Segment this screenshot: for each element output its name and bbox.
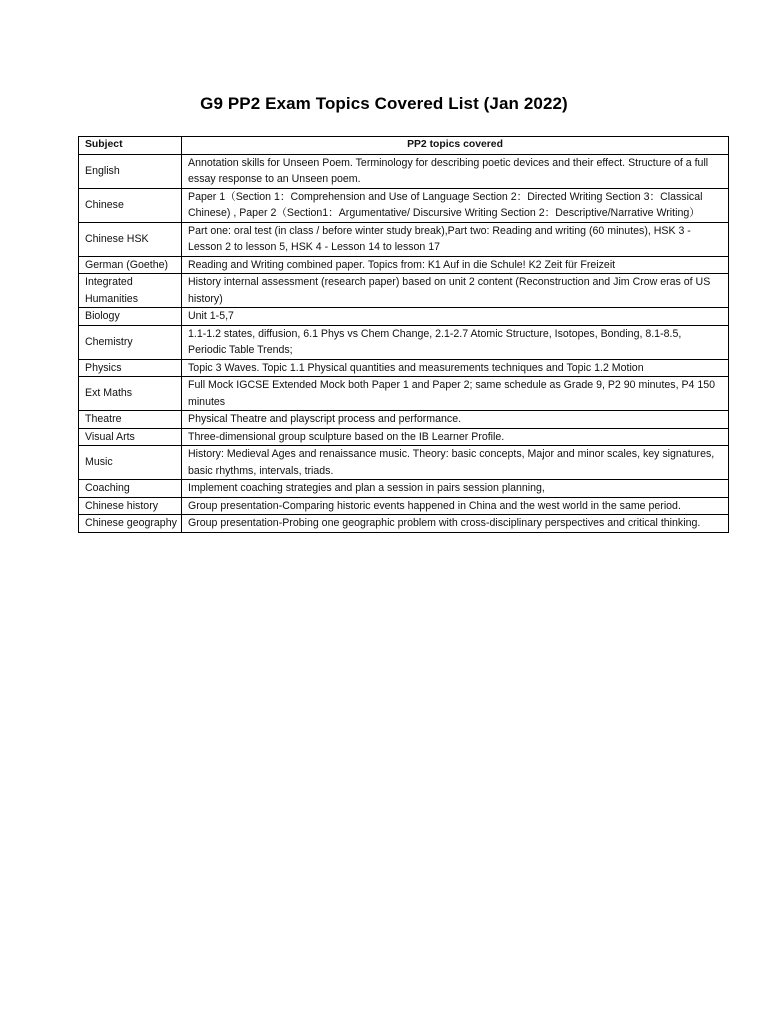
subject-cell: Chinese history [79,497,182,515]
table-row [79,480,729,498]
topics-cell: Annotation skills for Unseen Poem. Terminology for describing poetic devices and their effect. Structure of a full essay response to an Unseen poem. [182,154,729,188]
topics-cell: Paper 1（Section 1：Comprehension and Use of Language Section 2：Directed Writing Section 3：Classical Chinese) , Paper 2（Section1：Argumentative/ Discursive Writing Section 2：Descriptive/Narrative Writing） [182,188,729,222]
subject-cell: Integrated Humanities [79,274,182,308]
topics-cell: History internal assessment (research paper) based on unit 2 content (Reconstruction and Jim Crow eras of US history) [182,274,729,308]
table-row [79,325,729,359]
topics-cell: Part one: oral test (in class / before winter study break),Part two: Reading and writing (60 minutes), HSK 3 - Lesson 2 to lesson 5, HSK 4 - Lesson 14 to lesson 17 [182,222,729,256]
topics-cell: History: Medieval Ages and renaissance music. Theory: basic concepts, Major and minor scales, key signatures, basic rhythms, intervals, triads. [182,446,729,480]
subject-cell: English [79,154,182,188]
header-subject: Subject [79,137,182,155]
topics-cell: Unit 1-5,7 [182,308,729,326]
table-row [79,274,729,308]
table-header-row [79,137,729,155]
topics-cell: 1.1-1.2 states, diffusion, 6.1 Phys vs Chem Change, 2.1-2.7 Atomic Structure, Isotopes, Bonding, 8.1-8.5, Periodic Table Trends; [182,325,729,359]
table-row [79,256,729,274]
table-row [79,515,729,533]
subject-cell: Theatre [79,411,182,429]
topics-cell: Topic 3 Waves. Topic 1.1 Physical quantities and measurements techniques and Topic 1.2 Motion [182,359,729,377]
header-topics: PP2 topics covered [182,137,729,155]
topics-cell: Physical Theatre and playscript process and performance. [182,411,729,429]
subject-cell: Ext Maths [79,377,182,411]
topics-cell: Implement coaching strategies and plan a session in pairs session planning, [182,480,729,498]
topics-cell: Three-dimensional group sculpture based on the IB Learner Profile. [182,428,729,446]
subject-cell: Biology [79,308,182,326]
subject-cell: Coaching [79,480,182,498]
subject-cell: Chinese HSK [79,222,182,256]
subject-cell: Music [79,446,182,480]
subject-cell: Physics [79,359,182,377]
topics-cell: Reading and Writing combined paper. Topics from: K1 Auf in die Schule! K2 Zeit für Freizeit [182,256,729,274]
table-row [79,359,729,377]
table-row [79,188,729,222]
subject-cell: Chinese geography [79,515,182,533]
topics-table [78,136,729,533]
table-row [79,377,729,411]
subject-cell: Chemistry [79,325,182,359]
subject-cell: Chinese [79,188,182,222]
table-row [79,428,729,446]
table-row [79,308,729,326]
topics-cell: Full Mock IGCSE Extended Mock both Paper 1 and Paper 2; same schedule as Grade 9, P2 90 minutes, P4 150 minutes [182,377,729,411]
subject-cell: German (Goethe) [79,256,182,274]
table-row [79,222,729,256]
topics-cell: Group presentation-Comparing historic events happened in China and the west world in the same period. [182,497,729,515]
table-row [79,154,729,188]
table-row [79,411,729,429]
table-row [79,446,729,480]
page-title: G9 PP2 Exam Topics Covered List (Jan 2022) [200,94,568,113]
table-row [79,497,729,515]
topics-cell: Group presentation-Probing one geographic problem with cross-disciplinary perspectives and critical thinking. [182,515,729,533]
subject-cell: Visual Arts [79,428,182,446]
